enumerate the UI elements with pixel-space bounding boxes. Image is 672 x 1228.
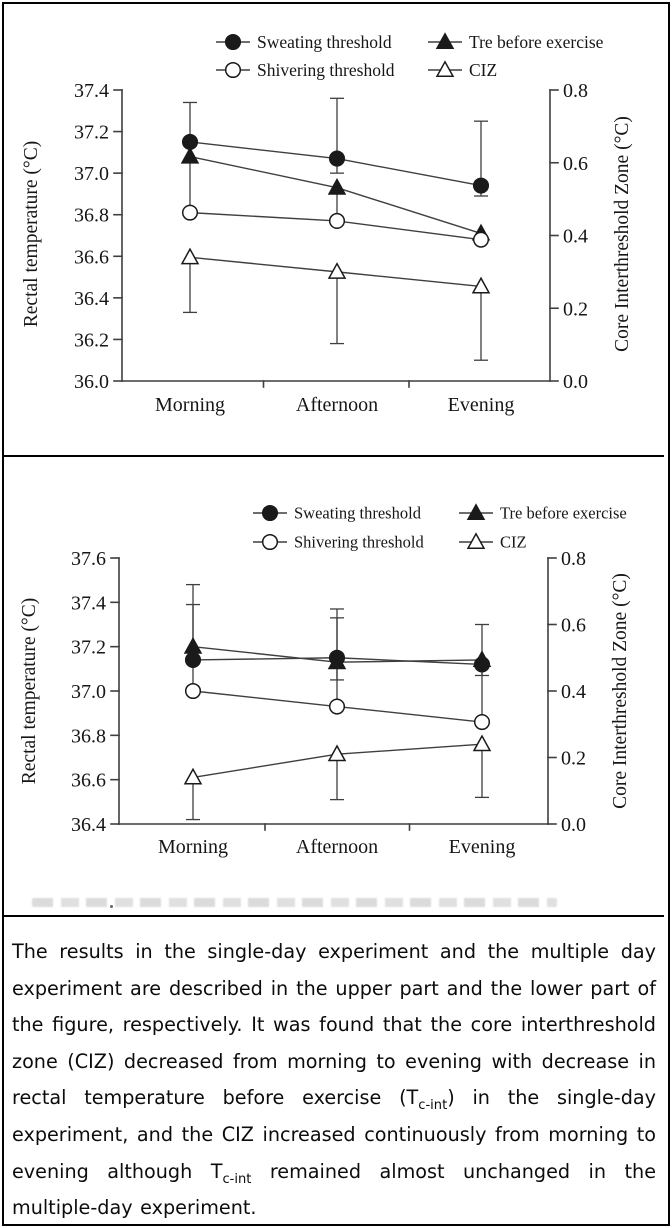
legend-marker-tre-before-exercise	[468, 505, 484, 520]
right-axis-tick-label: 0.6	[561, 614, 586, 637]
caption-text	[4, 917, 664, 1220]
right-axis-tick-label: 0.2	[563, 298, 588, 321]
lower-chart-svg	[4, 457, 664, 915]
right-axis-tick-label: 0.8	[563, 80, 588, 102]
right-axis-tick-label: 0.8	[561, 548, 586, 570]
error-bars	[183, 98, 488, 360]
marker-shivering-threshold-morning	[186, 684, 201, 699]
marker-shivering-threshold-evening	[474, 232, 489, 247]
marker-ciz-evening	[474, 736, 490, 751]
left-axis-tick-label: 37.2	[71, 636, 106, 659]
legend-label-tre-before-exercise: Tre before exercise	[469, 31, 604, 52]
tick-labels	[71, 548, 586, 858]
tick-labels	[74, 80, 588, 416]
upper-chart-svg	[4, 4, 664, 455]
legend-marker-shivering-threshold	[226, 63, 241, 78]
left-axis-tick-label: 37.0	[74, 163, 109, 186]
caption-segment: remained almost unchanged in the multiple-day experiment.	[12, 1159, 657, 1220]
marker-shivering-threshold-afternoon	[330, 699, 345, 714]
legend	[216, 32, 604, 80]
left-axis-title: Rectal temperature (°C)	[21, 140, 42, 328]
marker-ciz-morning	[182, 249, 198, 264]
legend-label-tre-before-exercise: Tre before exercise	[500, 503, 627, 523]
left-axis-tick-label: 36.4	[71, 814, 106, 836]
caption-subscript: c-int	[222, 1171, 252, 1187]
legend-label-ciz: CIZ	[500, 532, 527, 552]
category-label: Afternoon	[295, 394, 379, 416]
left-axis-tick-label: 36.0	[74, 371, 109, 393]
marker-sweating-threshold-afternoon	[330, 151, 345, 166]
caption-panel	[4, 917, 664, 1220]
legend-marker-tre-before-exercise	[437, 34, 453, 49]
lower-panel-multiple-day	[4, 457, 664, 917]
right-axis-tick-label: 0.4	[563, 225, 588, 248]
left-axis-tick-label: 36.4	[74, 287, 109, 310]
right-axis-tick-label: 0.2	[561, 747, 586, 770]
left-axis-tick-label: 37.4	[74, 80, 109, 102]
legend-label-sweating-threshold: Sweating threshold	[294, 503, 421, 523]
right-axis-title: Core Interthreshold Zone (°C)	[610, 573, 631, 809]
category-label: Evening	[448, 836, 516, 858]
category-label: Evening	[447, 394, 515, 416]
left-axis-tick-label: 37.4	[71, 592, 106, 615]
axes	[114, 90, 558, 387]
legend-label-sweating-threshold: Sweating threshold	[257, 31, 392, 52]
left-axis-tick-label: 37.6	[71, 548, 106, 570]
left-axis-tick-label: 36.6	[74, 246, 109, 269]
left-axis-tick-label: 37.2	[74, 121, 109, 144]
caption-subscript: c-int	[418, 1098, 448, 1114]
series-markers	[182, 135, 489, 293]
legend-marker-ciz	[468, 534, 484, 549]
axes	[111, 558, 556, 830]
marker-tre-before-exercise-morning	[185, 638, 201, 653]
legend-label-ciz: CIZ	[469, 59, 498, 80]
legend-marker-sweating-threshold	[263, 506, 278, 521]
caption-segment: ) in the single-day experiment, and the CIZ increased continuously from morning to evening although T	[12, 1086, 657, 1183]
marker-sweating-threshold-morning	[186, 653, 201, 668]
right-axis-tick-label: 0.0	[563, 371, 588, 393]
figure-frame	[2, 2, 670, 1226]
legend-marker-sweating-threshold	[226, 35, 241, 50]
right-axis-tick-label: 0.0	[561, 814, 586, 836]
left-axis-tick-label: 36.6	[71, 769, 106, 792]
right-axis-tick-label: 0.6	[563, 152, 588, 175]
right-axis-tick-label: 0.4	[561, 681, 586, 703]
left-axis-tick-label: 36.8	[74, 204, 109, 227]
right-axis-title: Core Interthreshold Zone (°C)	[612, 116, 633, 352]
left-axis-tick-label: 37.0	[71, 681, 106, 703]
left-axis-tick-label: 36.2	[74, 329, 109, 352]
marker-shivering-threshold-afternoon	[330, 214, 345, 229]
marker-tre-before-exercise-morning	[182, 148, 198, 163]
legend-label-shivering-threshold: Shivering threshold	[257, 59, 395, 80]
legend	[253, 504, 627, 552]
upper-panel-single-day	[4, 4, 664, 457]
left-axis-title: Rectal temperature (°C)	[19, 597, 40, 785]
faded-text-dot	[110, 905, 113, 908]
marker-shivering-threshold-morning	[183, 205, 198, 220]
category-label: Morning	[155, 394, 225, 416]
marker-sweating-threshold-evening	[474, 178, 489, 193]
category-label: Afternoon	[295, 836, 379, 858]
legend-marker-ciz	[437, 62, 453, 77]
caption-segment: The results in the single-day experiment and the multiple day experiment are described in the upper part and the lower part of the figure, respectively. It was found that the core interthreshold zone (CIZ) decreased from morning to evening with decrease in rectal temperature before exercise (T	[12, 940, 656, 1110]
legend-marker-shivering-threshold	[263, 535, 278, 550]
legend-label-shivering-threshold: Shivering threshold	[294, 532, 424, 552]
category-label: Morning	[158, 836, 228, 858]
marker-shivering-threshold-evening	[475, 715, 490, 730]
left-axis-tick-label: 36.8	[71, 725, 106, 748]
